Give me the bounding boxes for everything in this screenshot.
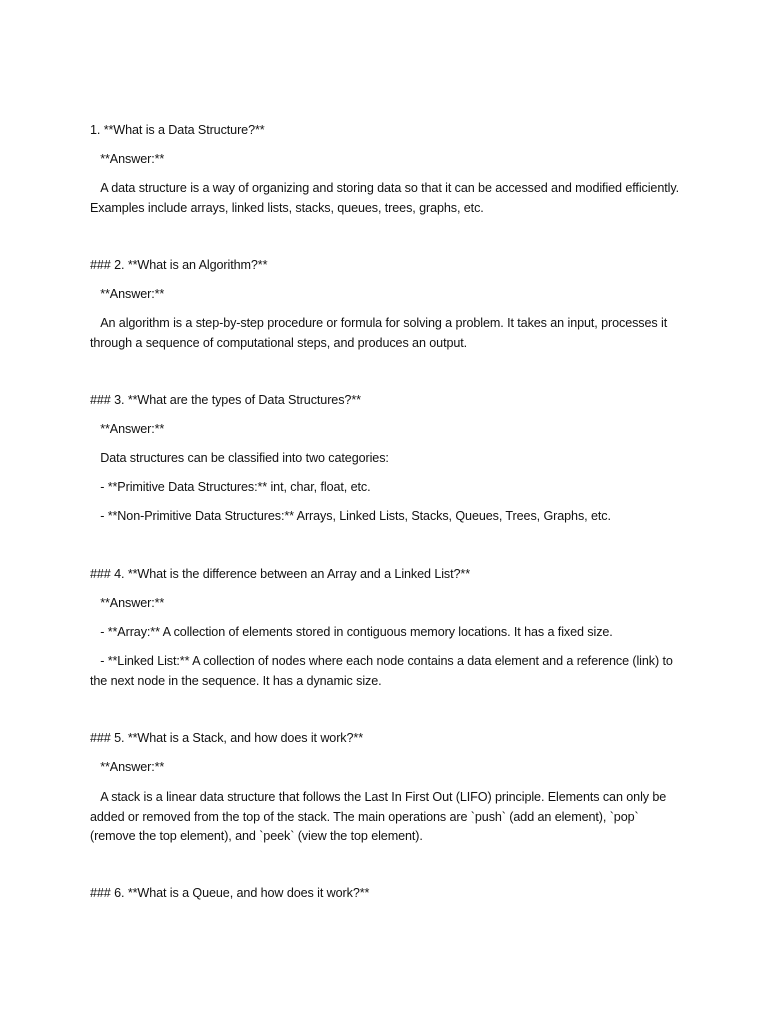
- question-6-heading: ### 6. **What is a Queue, and how does it work?**: [90, 886, 370, 900]
- question-1-heading: 1. **What is a Data Structure?**: [90, 123, 265, 137]
- question-2-heading: ### 2. **What is an Algorithm?**: [90, 258, 268, 272]
- question-4-list-item: - **Array:** A collection of elements stored in contiguous memory locations. It has a fixed size.: [90, 625, 613, 639]
- question-4-heading: ### 4. **What is the difference between an Array and a Linked List?**: [90, 567, 471, 581]
- question-1-answer-text: A data structure is a way of organizing and storing data so that it can be accessed and modified efficiently. Examples include arrays, linked lists, stacks, queues, trees, graphs, etc.: [90, 181, 683, 215]
- question-5-heading: ### 5. **What is a Stack, and how does it work?**: [90, 731, 364, 745]
- question-3-answer-label: **Answer:**: [90, 422, 165, 436]
- question-4-list-item: - **Linked List:** A collection of nodes where each node contains a data element and a reference (link) to the next node in the sequence. It has a dynamic size.: [90, 654, 677, 688]
- question-1-answer-label: **Answer:**: [90, 152, 165, 166]
- question-2-answer-text: An algorithm is a step-by-step procedure or formula for solving a problem. It takes an input, processes it through a sequence of computational steps, and produces an output.: [90, 316, 671, 350]
- question-2-answer-label: **Answer:**: [90, 287, 165, 301]
- document-page: [90, 0, 682, 1024]
- question-3-answer-text: Data structures can be classified into two categories:: [90, 451, 389, 465]
- question-5-answer-text: A stack is a linear data structure that follows the Last In First Out (LIFO) principle. Elements can only be added or removed from the top of the stack. The main operations are `push` (add an element), `pop` (remove the top element), and `peek` (view the top element).: [90, 790, 670, 843]
- question-5-answer-label: **Answer:**: [90, 760, 165, 774]
- question-3-list-item: - **Primitive Data Structures:** int, char, float, etc.: [90, 480, 371, 494]
- question-3-heading: ### 3. **What are the types of Data Structures?**: [90, 393, 361, 407]
- question-3-list-item: - **Non-Primitive Data Structures:** Arrays, Linked Lists, Stacks, Queues, Trees, Graphs, etc.: [90, 509, 611, 523]
- question-4-answer-label: **Answer:**: [90, 596, 165, 610]
